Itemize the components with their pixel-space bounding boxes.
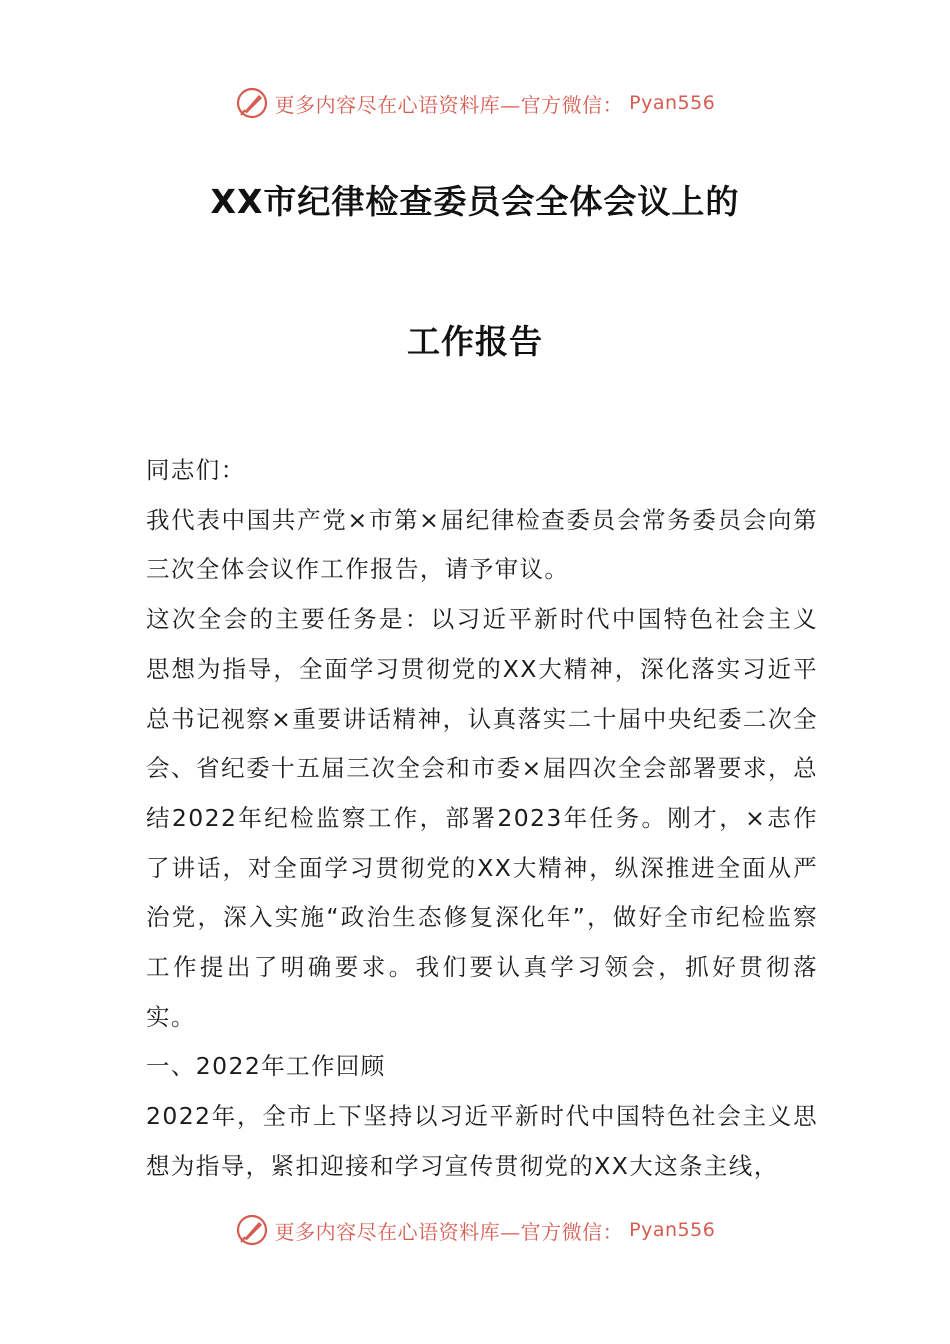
footer-watermark xyxy=(0,1210,950,1250)
paragraph-greeting: 同志们： xyxy=(146,456,246,484)
document-title-line1: XX市纪律检查委员会全体会议上的 xyxy=(210,182,740,221)
document-body xyxy=(146,446,818,1192)
header-watermark xyxy=(0,83,950,123)
quill-logo-icon xyxy=(235,1213,269,1247)
paragraph-main-task: 这次全会的主要任务是：以习近平新时代中国特色社会主义思想为指导，全面学习贯彻党的XX大精神，深化落实习近平总书记视察×重要讲话精神，认真落实二十届中央纪委二次全会、省纪委十五届三次全会和市委×届四次全会部署要求，总结2022年纪检监察工作，部署2023年任务。刚才，×志作了讲话，对全面学习贯彻党的XX大精神，纵深推进全面从严治党，深入实施“政治生态修复深化年”，做好全市纪检监察工作提出了明确要求。我们要认真学习领会，抓好贯彻落实。 xyxy=(146,605,818,1031)
watermark-wechat-id: Pyan556 xyxy=(629,1219,716,1241)
watermark-text: 更多内容尽在心语资料库—官方微信： xyxy=(274,1219,624,1244)
quill-logo-icon xyxy=(235,86,269,120)
paragraph-intro: 我代表中国共产党×市第×届纪律检查委员会常务委员会向第三次全体会议作工作报告，请予审议。 xyxy=(146,505,818,584)
section-heading-review: 一、2022年工作回顾 xyxy=(146,1052,386,1081)
watermark-text: 更多内容尽在心语资料库—官方微信： xyxy=(274,92,624,117)
watermark-wechat-id: Pyan556 xyxy=(629,92,716,114)
paragraph-review: 2022年，全市上下坚持以习近平新时代中国特色社会主义思想为指导，紧扣迎接和学习宣传贯彻党的XX大这条主线， xyxy=(146,1102,818,1180)
document-title-line2: 工作报告 xyxy=(407,322,543,361)
